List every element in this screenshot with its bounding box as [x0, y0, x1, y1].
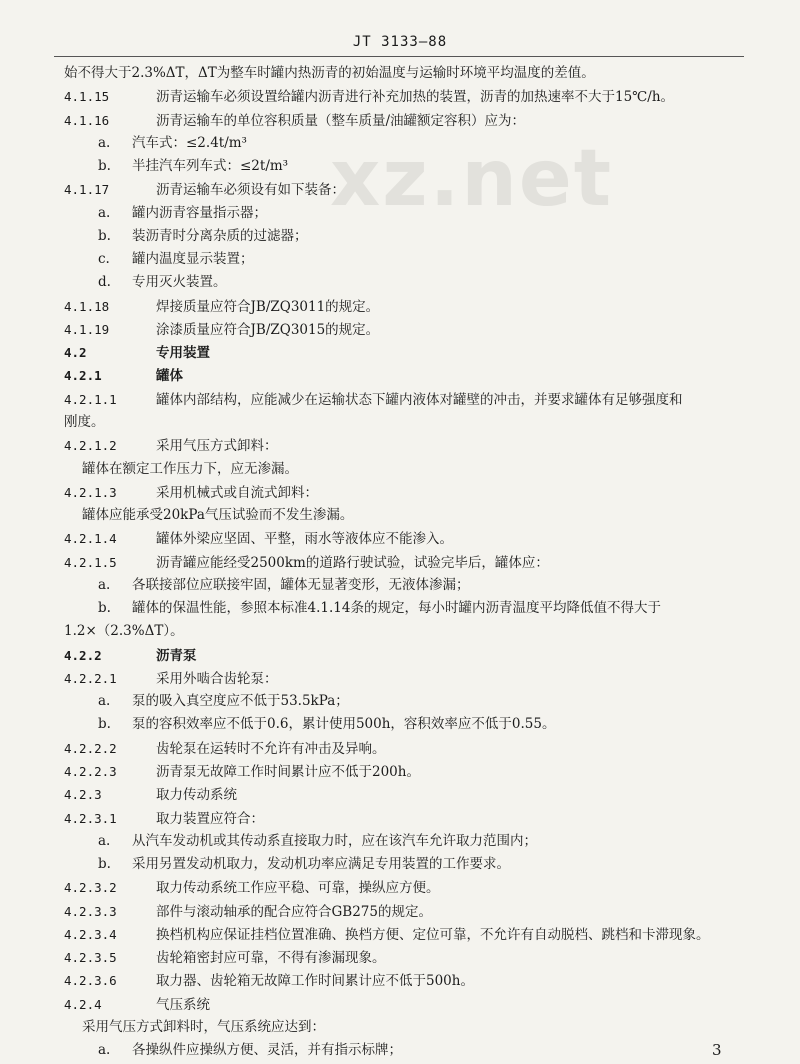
- clause-text: 始不得大于2.3%ΔT，ΔT为整车时罐内热沥青的初始温度与运输时环境平均温度的差值。: [64, 65, 595, 81]
- list-marker: d.: [98, 274, 111, 291]
- document-line: [64, 807, 744, 830]
- clause-number: 4.2: [64, 345, 87, 361]
- clause-text: 罐体应能承受20kPa气压试验而不发生渗漏。: [82, 507, 354, 524]
- document-line: [64, 667, 744, 690]
- clause-text: 罐体外梁应坚固、平整，雨水等液体应不能渗入。: [156, 531, 453, 548]
- clause-text: 沥青运输车必须设置给罐内沥青进行补充加热的装置，沥青的加热速率不大于15℃/h。: [156, 89, 675, 106]
- clause-text: 汽车式：≤2.4t/m³: [132, 134, 247, 151]
- clause-text: 沥青运输车的单位容积质量（整车质量/油罐额定容积）应为：: [156, 112, 526, 129]
- clause-text: 气压系统: [156, 996, 210, 1013]
- clause-text: 罐内温度显示装置；: [132, 251, 254, 268]
- clause-number: 4.2.3.3: [64, 903, 117, 919]
- clause-number: 4.2.1.2: [64, 438, 117, 454]
- list-marker: c.: [98, 251, 110, 268]
- document-line: [64, 574, 744, 597]
- clause-text: 从汽车发动机或其传动系直接取力时，应在该汽车允许取力范围内；: [132, 832, 537, 849]
- document-line: [64, 551, 744, 574]
- document-line: [64, 969, 744, 992]
- header-rule: [54, 56, 744, 57]
- clause-text: 采用外啮合齿轮泵：: [156, 670, 278, 687]
- document-line: [64, 644, 744, 667]
- document-line: [64, 597, 744, 620]
- list-marker: b.: [98, 600, 111, 617]
- document-line: [64, 364, 744, 387]
- clause-number: 4.2.1: [64, 368, 102, 384]
- list-marker: a.: [98, 1042, 111, 1059]
- clause-text: 采用气压方式卸料时，气压系统应达到：: [82, 1018, 325, 1035]
- document-line: [64, 830, 744, 853]
- clause-number: 4.2.4: [64, 996, 102, 1012]
- document-line: [64, 202, 744, 225]
- list-marker: b.: [98, 716, 111, 733]
- document-line: [64, 923, 744, 946]
- clause-text: 装沥青时分离杂质的过滤器；: [132, 227, 308, 244]
- clause-text: 采用气压方式卸料：: [156, 438, 278, 455]
- clause-text: 焊接质量应符合JB/ZQ3011的规定。: [156, 298, 380, 315]
- document-line: [64, 318, 744, 341]
- document-line: [64, 341, 744, 364]
- clause-text: 部件与滚动轴承的配合应符合GB275的规定。: [156, 903, 432, 920]
- clause-number: 4.2.1.5: [64, 554, 117, 570]
- document-line: [64, 434, 744, 457]
- document-line: [64, 295, 744, 318]
- document-line: [64, 85, 744, 108]
- clause-text: 沥青运输车必须设有如下装备：: [156, 182, 345, 199]
- clause-text: 涂漆质量应符合JB/ZQ3015的规定。: [156, 321, 380, 338]
- clause-text: 取力传动系统: [156, 787, 237, 804]
- clause-text: 专用灭火装置。: [132, 274, 227, 291]
- clause-text: 刚度。: [64, 413, 105, 430]
- clause-number: 4.1.18: [64, 298, 110, 314]
- clause-text: 半挂汽车列车式：≤2t/m³: [132, 158, 289, 175]
- clause-number: 4.1.17: [64, 182, 110, 198]
- clause-text: 罐内沥青容量指示器；: [132, 204, 267, 221]
- document-line: [64, 527, 744, 550]
- clause-number: 4.2.3.6: [64, 973, 117, 989]
- clause-number: 4.2.2.1: [64, 670, 117, 686]
- clause-number: 4.2.1.3: [64, 484, 117, 500]
- document-line: [64, 993, 744, 1016]
- clause-text: 采用另置发动机取力，发动机功率应满足专用装置的工作要求。: [132, 856, 510, 873]
- clause-number: 4.2.2.2: [64, 740, 117, 756]
- list-marker: b.: [98, 158, 111, 175]
- clause-text: 各联接部位应联接牢固，罐体无显著变形，无液体渗漏；: [132, 576, 470, 593]
- document-line: [64, 504, 744, 527]
- list-marker: b.: [98, 856, 111, 873]
- document-line: [64, 481, 744, 504]
- clause-text: 取力传动系统工作应平稳、可靠，操纵应方便。: [156, 880, 440, 897]
- list-marker: b.: [98, 227, 111, 244]
- list-marker: a.: [98, 134, 111, 151]
- document-line: [64, 620, 744, 643]
- clause-number: 4.2.3: [64, 787, 102, 803]
- clause-number: 4.2.3.4: [64, 926, 117, 942]
- clause-number: 4.2.2: [64, 647, 102, 663]
- clause-number: 4.1.15: [64, 89, 110, 105]
- clause-text: 罐体内部结构，应能减少在运输状态下罐内液体对罐壁的冲击，并要求罐体有足够强度和: [156, 391, 683, 408]
- clause-number: 4.2.3.5: [64, 950, 117, 966]
- page-number: 3: [712, 1041, 722, 1059]
- clause-text: 齿轮泵在运转时不允许有冲击及异响。: [156, 740, 386, 757]
- document-line: [64, 178, 744, 201]
- document-line: [64, 946, 744, 969]
- clause-number: 4.2.3.1: [64, 810, 117, 826]
- document-body: [64, 62, 744, 1062]
- clause-text: 齿轮箱密封应可靠，不得有渗漏现象。: [156, 950, 386, 967]
- document-line: [64, 225, 744, 248]
- document-line: [64, 248, 744, 271]
- document-line: [64, 271, 744, 294]
- clause-text: 取力装置应符合：: [156, 810, 264, 827]
- clause-number: 4.2.2.3: [64, 763, 117, 779]
- watermark: xz.net: [330, 134, 614, 224]
- clause-text: 沥青泵: [156, 647, 197, 664]
- document-line: [64, 900, 744, 923]
- document-line: [64, 783, 744, 806]
- list-marker: a.: [98, 693, 111, 710]
- document-line: [64, 853, 744, 876]
- clause-text: 专用装置: [156, 345, 210, 362]
- clause-text: 泵的容积效率应不低于0.6，累计使用500h，容积效率应不低于0.55。: [132, 716, 556, 733]
- list-marker: a.: [98, 576, 111, 593]
- clause-text: 1.2×（2.3%ΔT）。: [64, 623, 184, 640]
- document-line: [64, 109, 744, 132]
- document-line: [64, 1039, 744, 1062]
- clause-text: 泵的吸入真空度应不低于53.5kPa；: [132, 693, 349, 710]
- document-line: [64, 713, 744, 736]
- clause-text: 取力器、齿轮箱无故障工作时间累计应不低于500h。: [156, 973, 474, 990]
- document-line: [64, 876, 744, 899]
- clause-text: 罐体的保温性能，参照本标准4.1.14条的规定，每小时罐内沥青温度平均降低值不得大于: [132, 600, 661, 617]
- clause-text: 罐体: [156, 368, 183, 385]
- clause-number: 4.2.1.4: [64, 531, 117, 547]
- clause-text: 沥青罐应能经受2500km的道路行驶试验，试验完毕后，罐体应：: [156, 554, 549, 571]
- document-line: [64, 388, 744, 411]
- clause-text: 沥青泵无故障工作时间累计应不低于200h。: [156, 763, 420, 780]
- clause-number: 4.2.1.1: [64, 391, 117, 407]
- clause-text: 采用机械式或自流式卸料：: [156, 484, 318, 501]
- document-line: [64, 458, 744, 481]
- document-line: [64, 760, 744, 783]
- clause-number: 4.1.19: [64, 321, 110, 337]
- document-line: [64, 62, 744, 85]
- clause-number: 4.1.16: [64, 112, 110, 128]
- clause-text: 各操纵件应操纵方便、灵活，并有指示标牌；: [132, 1042, 402, 1059]
- clause-number: 4.2.3.2: [64, 880, 117, 896]
- document-line: [64, 737, 744, 760]
- clause-text: 罐体在额定工作压力下，应无渗漏。: [82, 460, 298, 477]
- page-header: JT 3133—88: [352, 34, 448, 50]
- document-line: [64, 690, 744, 713]
- list-marker: a.: [98, 204, 111, 221]
- document-line: [64, 132, 744, 155]
- document-line: [64, 155, 744, 178]
- clause-text: 换档机构应保证挂档位置准确、换档方便、定位可靠，不允许有自动脱档、跳档和卡滞现象。: [156, 926, 710, 943]
- document-line: [64, 1016, 744, 1039]
- list-marker: a.: [98, 832, 111, 849]
- document-line: [64, 411, 744, 434]
